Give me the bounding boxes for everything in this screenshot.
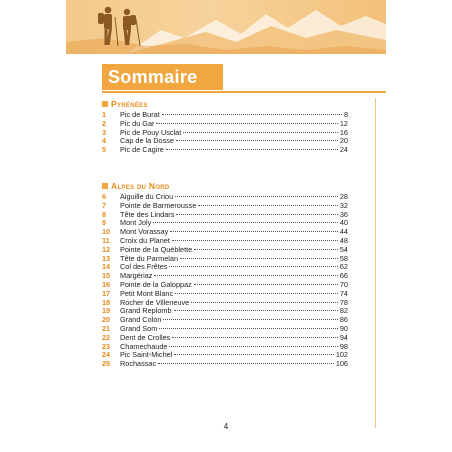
entry-page: 44: [339, 227, 348, 237]
entry-number: 10: [102, 227, 111, 237]
section-heading-pyrenees: [102, 99, 148, 110]
entry-page: 20: [339, 136, 348, 146]
title-underline: [102, 91, 386, 93]
entry-title: Croix du Planet: [120, 235, 170, 245]
entry-number: 3: [102, 127, 107, 137]
entry-title: Pic de Burat: [120, 110, 160, 119]
entry-title: Cap de la Dosse: [120, 136, 174, 146]
entry-page: 12: [339, 118, 348, 128]
entry-page: 62: [339, 262, 348, 272]
page-number: 4: [223, 422, 229, 431]
entry-number: 6: [102, 192, 107, 201]
entry-number: 20: [102, 315, 111, 325]
entry-title: Col des Frêtes: [120, 262, 168, 272]
dot-leader: [170, 231, 338, 232]
dot-leader: [176, 214, 338, 215]
entry-page: 94: [339, 332, 348, 342]
toc-entry[interactable]: [102, 360, 348, 369]
entry-number: 9: [102, 218, 107, 228]
entry-page: 66: [339, 271, 348, 281]
section-heading-text: Alpes du Nord: [111, 181, 170, 191]
entry-title: Grand Replomb: [120, 306, 172, 316]
header-banner: [66, 0, 386, 54]
entry-title: Grand Som: [120, 323, 158, 333]
dot-leader: [166, 149, 338, 150]
entry-number: 2: [102, 118, 107, 128]
entry-number: 25: [102, 359, 111, 369]
toc-list-pyrenees: [102, 111, 348, 155]
entry-page: 8: [343, 110, 348, 119]
entry-number: 12: [102, 244, 111, 254]
entry-page: 86: [339, 315, 348, 325]
toc-entry[interactable]: [102, 146, 348, 155]
entry-title: Rochassac: [120, 359, 157, 369]
section-heading-text: Pyrénées: [111, 99, 148, 109]
entry-title: Margériaz: [120, 271, 153, 281]
dot-leader: [158, 363, 334, 364]
entry-page: 74: [339, 288, 348, 298]
entry-title: Tête du Parmelan: [120, 253, 179, 263]
mountain-hikers-illustration: [66, 0, 386, 54]
entry-title: Chamechaude: [120, 341, 168, 351]
entry-title: Tête des Lindars: [120, 209, 175, 219]
entry-number: 17: [102, 288, 111, 298]
entry-page: 40: [339, 218, 348, 228]
dot-leader: [153, 222, 338, 223]
entry-page: 32: [339, 200, 348, 210]
entry-page: 48: [339, 235, 348, 245]
entry-number: 8: [102, 209, 107, 219]
entry-title: Pic du Gar: [120, 118, 155, 128]
dot-leader: [176, 140, 338, 141]
entry-title: Rocher de Villeneuve: [120, 297, 190, 307]
entry-number: 15: [102, 271, 111, 281]
dot-leader: [175, 196, 338, 197]
dot-leader: [174, 310, 338, 311]
entry-number: 16: [102, 279, 111, 289]
entry-number: 7: [102, 200, 107, 210]
entry-title: Aiguille du Criou: [120, 192, 174, 201]
dot-leader: [198, 205, 338, 206]
entry-title: Pic de Pouy Usclat: [120, 127, 182, 137]
entry-page: 36: [339, 209, 348, 219]
dot-leader: [169, 266, 337, 267]
margin-rule: [375, 98, 376, 428]
entry-title: Mont Joly: [120, 218, 152, 228]
entry-title: Petit Mont Blanc: [120, 288, 174, 298]
entry-page: 82: [339, 306, 348, 316]
dot-leader: [194, 249, 338, 250]
entry-page: 24: [339, 145, 348, 155]
section-heading-alpes-du-nord: [102, 181, 170, 192]
entry-page: 16: [339, 127, 348, 137]
dot-leader: [172, 337, 338, 338]
dot-leader: [180, 258, 338, 259]
entry-page: 54: [339, 244, 348, 254]
entry-number: 19: [102, 306, 111, 316]
dot-leader: [183, 132, 338, 133]
entry-number: 18: [102, 297, 111, 307]
entry-number: 1: [102, 110, 107, 119]
entry-page: 58: [339, 253, 348, 263]
entry-page: 28: [339, 192, 348, 201]
entry-title: Dent de Crolles: [120, 332, 171, 342]
entry-page: 98: [339, 341, 348, 351]
entry-page: 78: [339, 297, 348, 307]
entry-page: 70: [339, 279, 348, 289]
square-bullet-icon: [102, 101, 108, 107]
dot-leader: [163, 319, 338, 320]
entry-number: 24: [102, 350, 111, 360]
dot-leader: [175, 293, 338, 294]
entry-number: 21: [102, 323, 111, 333]
dot-leader: [191, 302, 338, 303]
dot-leader: [169, 346, 337, 347]
dot-leader: [174, 354, 334, 355]
entry-number: 13: [102, 253, 111, 263]
entry-page: 106: [335, 359, 348, 369]
entry-number: 22: [102, 332, 111, 342]
entry-number: 11: [102, 235, 110, 245]
entry-page: 90: [339, 323, 348, 333]
page-title: Sommaire: [102, 64, 223, 90]
entry-title: Pointe de Barmerousse: [120, 200, 197, 210]
entry-number: 23: [102, 341, 111, 351]
book-page: [66, 0, 386, 452]
entry-number: 14: [102, 262, 111, 272]
dot-leader: [194, 284, 338, 285]
dot-leader: [154, 275, 337, 276]
entry-title: Mont Vorassay: [120, 227, 169, 237]
square-bullet-icon: [102, 183, 108, 189]
entry-number: 4: [102, 136, 107, 146]
toc-list-alpes-du-nord: [102, 193, 348, 369]
entry-title: Grand Colon: [120, 315, 162, 325]
entry-number: 5: [102, 145, 107, 155]
entry-title: Pic Saint-Michel: [120, 350, 173, 360]
entry-page: 102: [335, 350, 348, 360]
dot-leader: [159, 328, 338, 329]
dot-leader: [156, 123, 337, 124]
entry-title: Pic de Cagire: [120, 145, 164, 155]
dot-leader: [162, 114, 342, 115]
dot-leader: [172, 240, 338, 241]
entry-title: Pointe de la Québlette: [120, 244, 193, 254]
entry-title: Pointe de la Galoppaz: [120, 279, 192, 289]
